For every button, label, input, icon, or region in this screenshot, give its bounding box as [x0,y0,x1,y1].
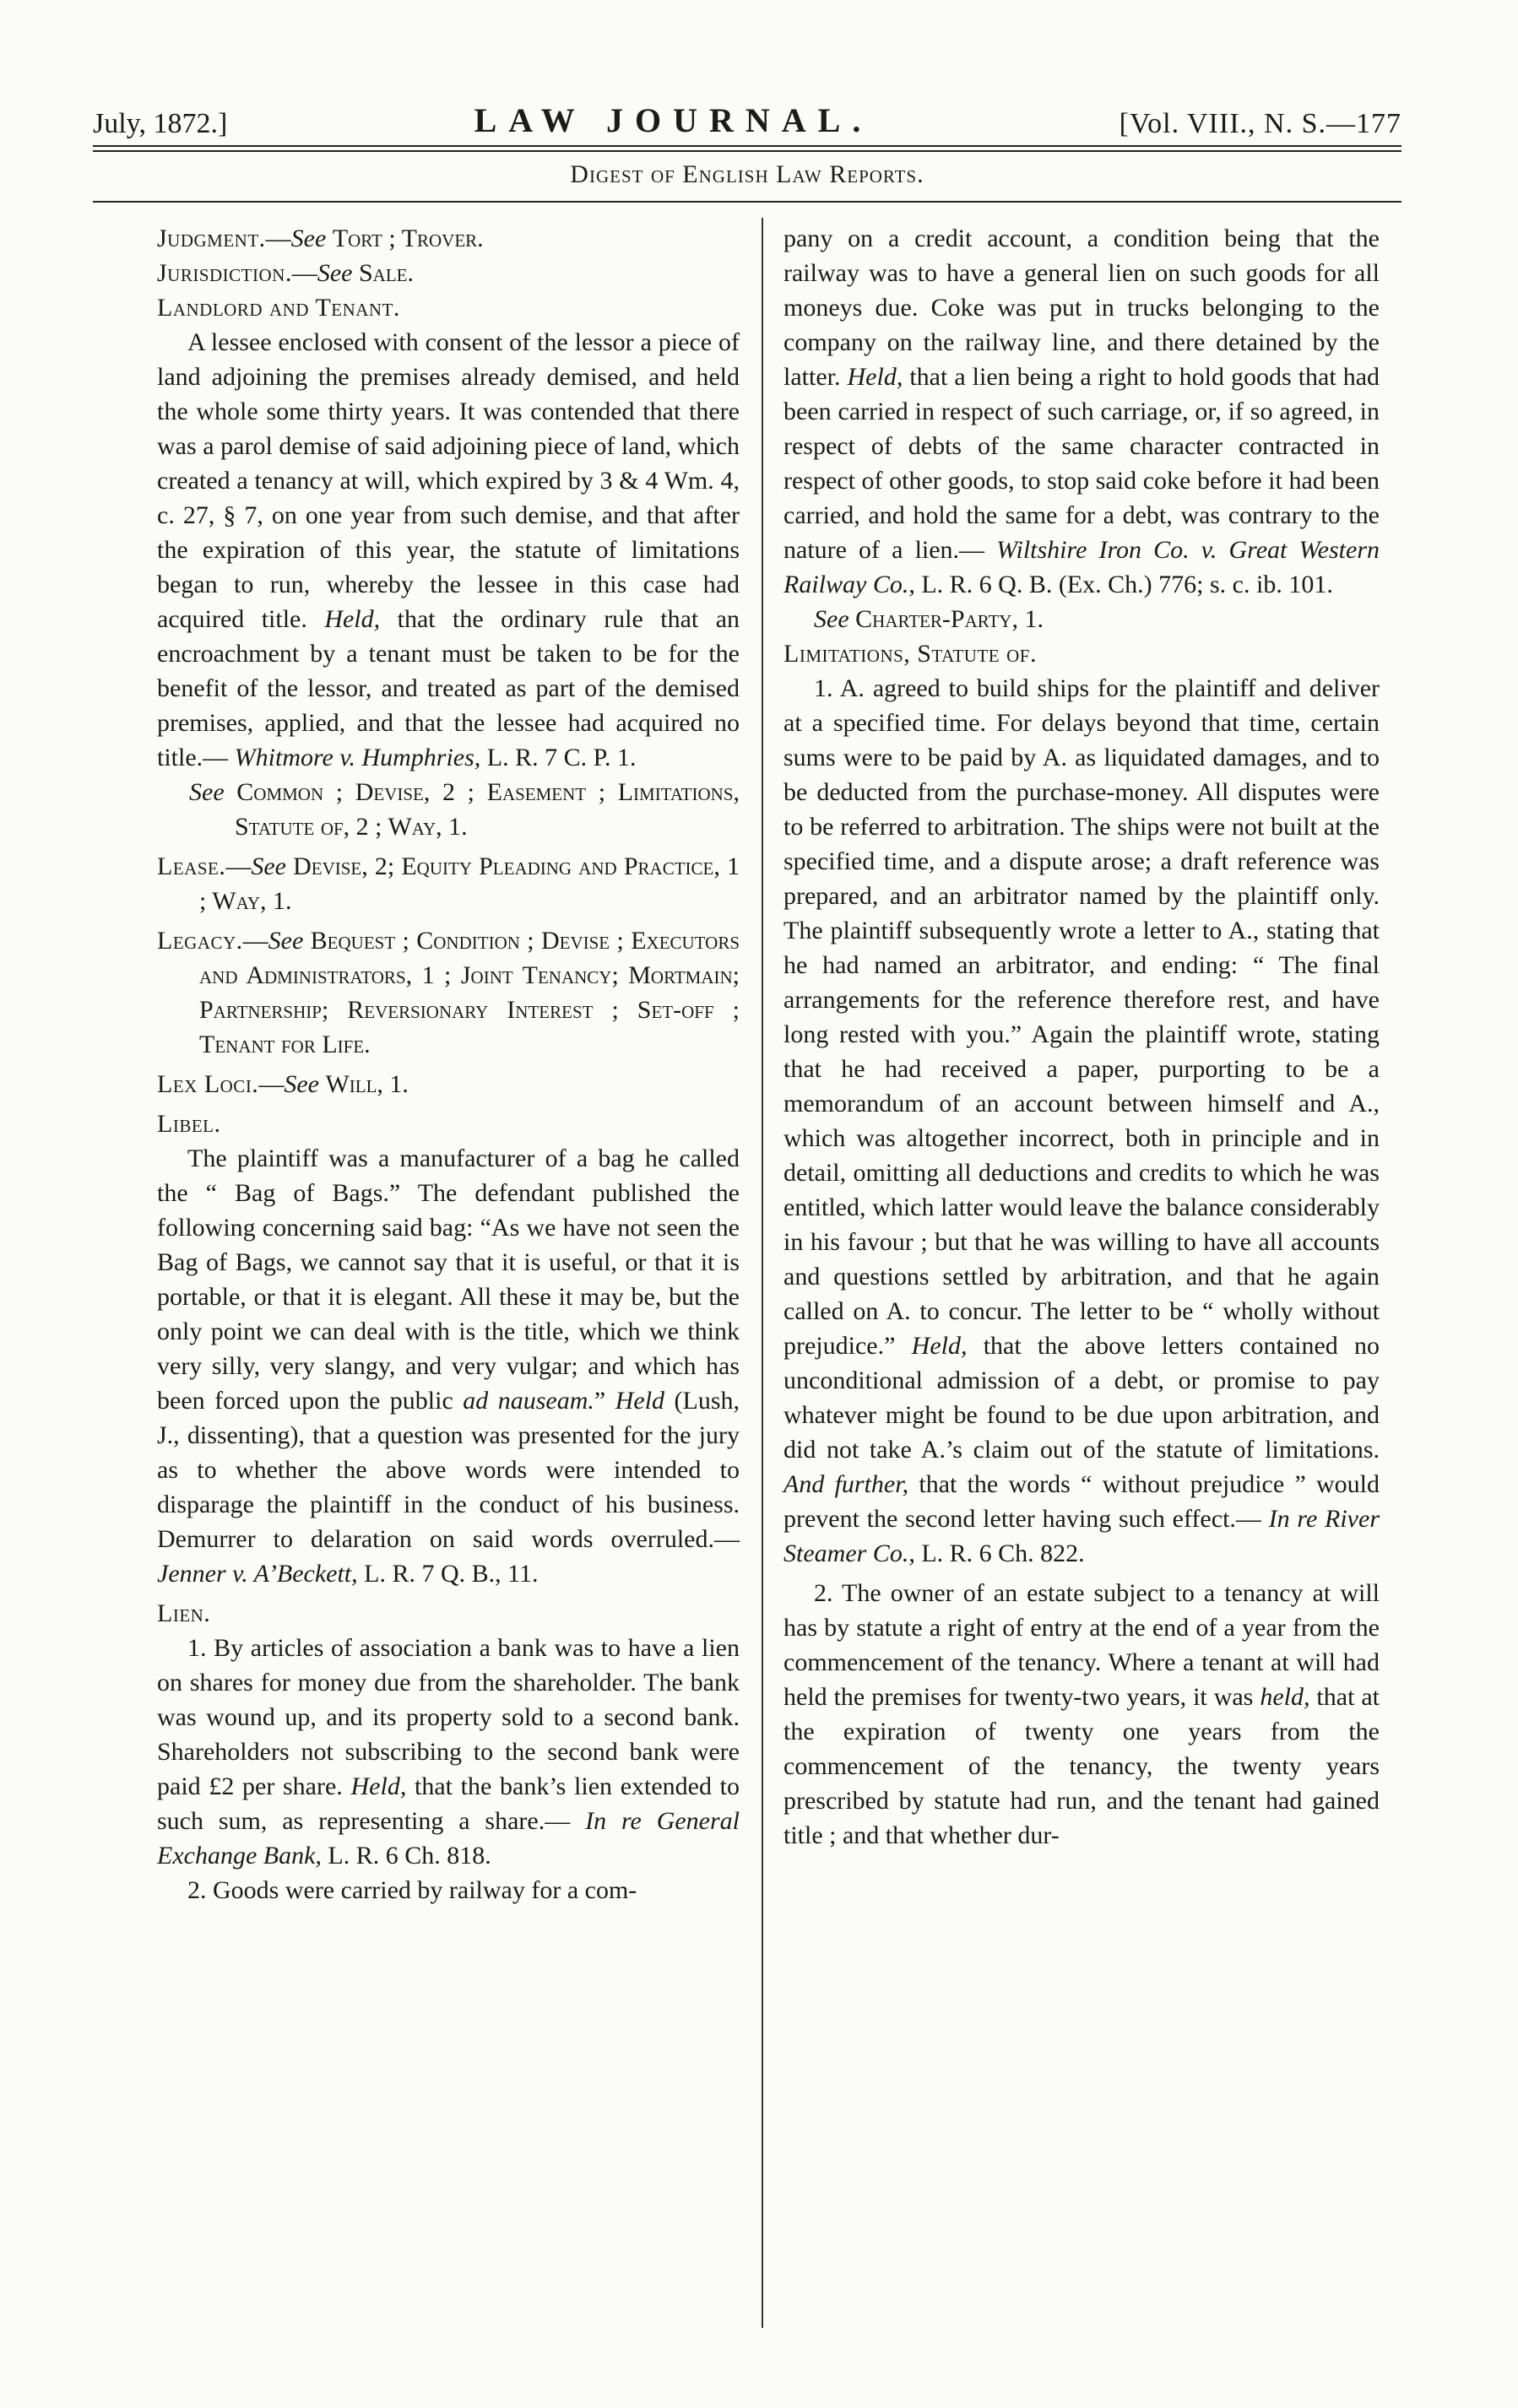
entry-landlord-heading: Landlord and Tenant. [157,294,400,322]
left-column [157,221,740,1907]
entry-lien-item-2: 2. Goods were carried by railway for a com- [187,1876,637,1904]
entry-lease: Lease.—See Devise, 2; Equity Pleading and Practice, 1 ; Way, 1. [157,852,740,915]
entry-limitations-item-2: 2. The owner of an estate subject to a tenancy at will has by statute a right of entry at the end of a year from the commencement of the tenancy. Where a tenant at will had held the premises for twenty-two years, it was held, that at the expiration of twenty one years from the commencement of the tenancy, the twenty years prescribed by statute had run, and the tenant had gained title ; and that whether dur- [783,1579,1380,1849]
header-rule-top [93,145,1401,147]
entry-lex-loci: Lex Loci.—See Will, 1. [157,1070,409,1098]
entry-libel-body: The plaintiff was a manufacturer of a bag he called the “ Bag of Bags.” The defendant published the following concerning said bag: “As we have not seen the Bag of Bags, we cannot say that it is useful, or that it is portable, or that it is elegant. All these it may be, but the only point we can deal with is the title, which we think very silly, very slangy, and very vulgar; and which has been forced upon the public ad nauseam.” Held (Lush, J., dissenting), that a question was presented for the jury as to whether the above words were intended to disparage the plaintiff in the conduct of his business. Demurrer to delaration on said words overruled.—Jenner v. A’Beckett, L. R. 7 Q. B., 11. [157,1144,740,1588]
column-divider [762,218,763,2328]
entry-jurisdiction: Jurisdiction.—See Sale. [157,259,414,287]
entry-limitations-heading: Limitations, Statute of. [783,640,1037,668]
entry-legacy: Legacy.—See Bequest ; Condition ; Devise ; Executors and Administrators, 1 ; Joint Tenancy; Mortmain; Partnership; Reversionary Interest ; Set-off ; Tenant for Life. [157,927,740,1058]
volume-page: [Vol. VIII., N. S.—177 [1119,108,1401,139]
header-rule-bottom [93,150,1401,152]
entry-lien-item-2-cont: pany on a credit account, a condition being that the railway was to have a general lien on such goods for all moneys due. Coke was put in trucks belonging to the company on the railway line, and there detained by the latter. Held, that a lien being a right to hold goods that had been carried in respect of such carriage, or, if so agreed, in respect of debts of the same character contracted in respect of other goods, to stop said coke before it had been carried, and hold the same for a debt, was contrary to the nature of a lien.— Wiltshire Iron Co. v. Great Western Railway Co., L. R. 6 Q. B. (Ex. Ch.) 776; s. c. ib. 101. [783,225,1380,598]
page-header [93,89,1401,140]
entry-lien-heading: Lien. [157,1599,211,1627]
section-rule [93,201,1401,203]
entry-libel-heading: Libel. [157,1110,221,1138]
entry-lien-item-1: 1. By articles of association a bank was to have a lien on shares for money due from the shareholder. The bank was wound up, and its property sold to a second bank. Shareholders not subscribing to the second bank were paid £2 per share. Held, that the bank’s lien extended to such sum, as representing a share.— In re General Exchange Bank, L. R. 6 Ch. 818. [157,1634,740,1870]
header-date: July, 1872.] [93,108,228,139]
right-column [783,221,1380,1853]
entry-landlord-body: A lessee enclosed with consent of the lessor a piece of land adjoining the premises already demised, and held the whole some thirty years. It was contended that there was a parol demise of said adjoining piece of land, which created a tenancy at will, which expired by 3 & 4 Wm. 4, c. 27, § 7, on one year from such demise, and that after the expiration of this year, the statute of limitations began to run, whereby the lessee in this case had acquired title. Held, that the ordinary rule that an encroachment by a tenant must be taken to be for the benefit of the lessor, and treated as part of the demised premises, applied, and that the lessee had acquired no title.— Whitmore v. Humphries, L. R. 7 C. P. 1. [157,328,740,771]
entry-lien-see: See Charter-Party, 1. [814,605,1044,633]
entry-landlord-see: See Common ; Devise, 2 ; Easement ; Limitations, Statute of, 2 ; Way, 1. [189,778,740,841]
journal-title: LAW JOURNAL. [474,101,873,139]
section-title: Digest of English Law Reports. [570,160,924,188]
entry-judgment: Judgment.—See Tort ; Trover. [157,225,484,252]
entry-limitations-item-1: 1. A. agreed to build ships for the plaintiff and deliver at a specified time. For delays beyond that time, certain sums were to be paid by A. as liquidated damages, and to be deducted from the purchase-money. All disputes were to be referred to arbitration. The ships were not built at the specified time, and a dispute arose; a draft reference was prepared, and an arbitrator named by the plaintiff only. The plaintiff subsequently wrote a letter to A., stating that he had named an arbitrator, and ending: “ The final arrangements for the reference therefore rest, and have long rested with you.” Again the plaintiff wrote, stating that he had received a paper, purporting to be a memorandum of an account between himself and A., which was altogether incorrect, both in principle and in detail, omitting all deductions and credits to which he was entitled, which latter would leave the balance considerably in his favour ; but that he was willing to have all accounts and questions settled by arbitration, and that he again called on A. to concur. The letter to be “ wholly without prejudice.” Held, that the above letters contained no unconditional admission of a debt, or promise to pay whatever might be found to be due upon arbitration, and did not take A.’s claim out of the statute of limitations. And further, that the words “ without prejudice ” would prevent the second letter having such effect.— In re River Steamer Co., L. R. 6 Ch. 822. [783,674,1380,1567]
